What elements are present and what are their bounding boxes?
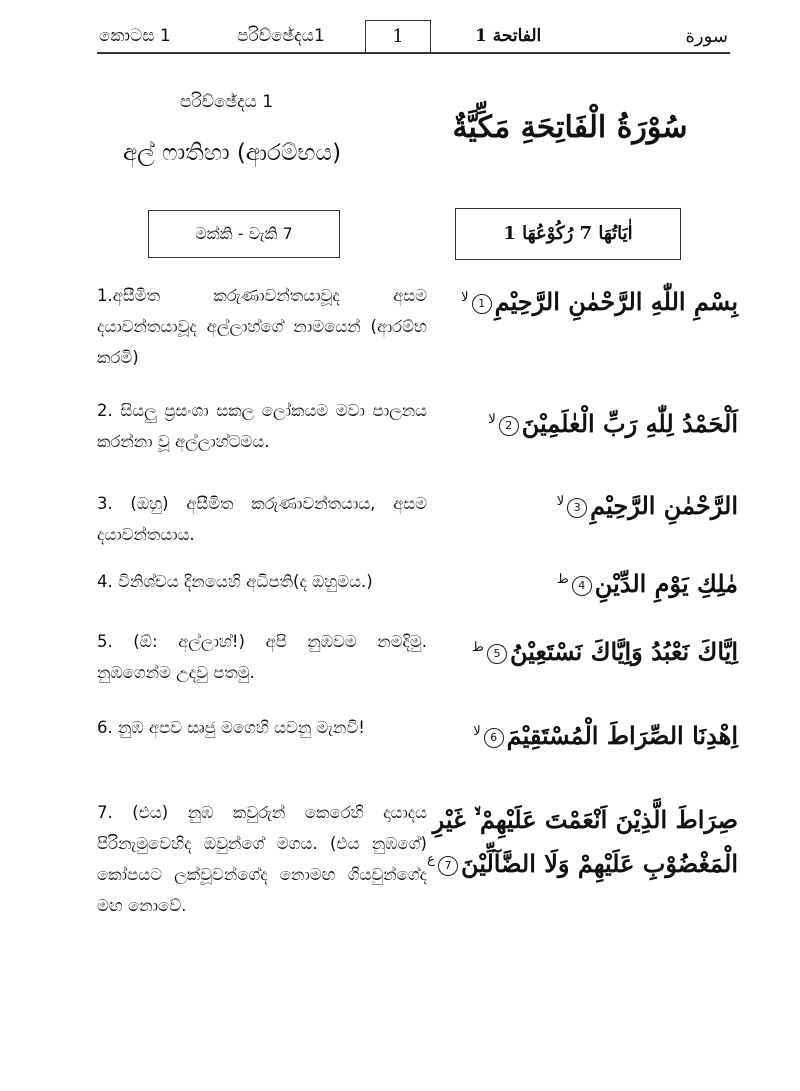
waqf-mark: لا xyxy=(473,724,481,739)
chapter-heading: පරිච්ඡේදය 1 xyxy=(180,92,274,112)
verse-4-translation: 4. විනිශ්චය දිනයෙහි අධිපති(ද ඔහුමය.) xyxy=(97,572,373,591)
verse-3-arabic xyxy=(557,482,738,526)
waqf-mark: ط xyxy=(471,640,484,655)
waqf-mark: ع xyxy=(427,852,435,867)
verse-4-arabic-text: مٰلِكِ يَوْمِ الدِّيْنِ xyxy=(594,569,738,598)
page-header xyxy=(97,20,730,54)
waqf-mark: لا xyxy=(461,290,469,305)
surah-title-arabic: سُوْرَةُ الْفَاتِحَةِ مَكِّيَّةٌ xyxy=(452,110,688,145)
part-label: කොටස 1 xyxy=(99,26,171,46)
verse-5-translation: 5. (ඕ: අල්ලාහ්!) අපි නුඹවම නමදිමු. නුඹගෙන්ම උදවු පතමු. xyxy=(97,632,427,682)
verse-number-marker: 1 xyxy=(472,294,492,314)
verse-7-arabic-text: صِرَاطَ الَّذِيْنَ اَنْعَمْتَ عَلَيْهِمْ ۙ۬ غَيْرِ الْمَغْضُوْبِ عَلَيْهِمْ وَلَا الضَّآلِّيْنَ xyxy=(432,805,738,878)
verse-1-translation: 1.අසීමිත කරුණාවන්තයාවූද අසම දයාවන්තයාවූද අල්ලාහ්ගේ නාමයෙන් (ආරම්භ කරමි) xyxy=(97,286,427,367)
surah-info-arabic: اٰيَاتُهَا 7 رُكُوْعُهَا 1 xyxy=(455,208,681,260)
verse-6-translation: 6. නුඹ අපව සෘජු මගෙහි යවනු මැනවි! xyxy=(97,718,365,737)
verse-1-arabic xyxy=(461,278,738,322)
verse-6-arabic-text: اِهْدِنَا الصِّرَاطَ الْمُسْتَقِيْمَ xyxy=(506,721,738,750)
waqf-mark: لا xyxy=(488,412,496,427)
verse-7-arabic xyxy=(408,800,738,884)
verse-number-marker: 3 xyxy=(567,498,587,518)
verse-6-arabic xyxy=(473,712,738,756)
verse-2-arabic xyxy=(488,400,738,444)
surah-title-sinhala: අල් ෆාතිහා (ආරම්භය) xyxy=(123,140,342,166)
verse-4-arabic xyxy=(557,560,738,604)
surah-name-arabic: الفاتحة 1 xyxy=(475,26,542,46)
verse-number-marker: 7 xyxy=(438,856,458,876)
verse-5-arabic xyxy=(472,628,738,672)
verse-number-marker: 5 xyxy=(487,644,507,664)
verse-1-arabic-text: بِسْمِ اللّٰهِ الرَّحْمٰنِ الرَّحِيْمِ xyxy=(494,287,738,316)
verse-2-arabic-text: اَلْحَمْدُ لِلّٰهِ رَبِّ الْعٰلَمِيْنَ xyxy=(521,409,738,438)
page-number-box: 1 xyxy=(365,20,431,52)
waqf-mark: ط xyxy=(556,572,569,587)
verse-number-marker: 4 xyxy=(572,576,592,596)
waqf-mark: لا xyxy=(556,494,565,509)
surah-label-arabic: سورة xyxy=(685,26,728,47)
verse-7-translation: 7. (එය) නුඹ කවුරුන් කෙරෙහි දායාදය පිරිනැමුවෙහිද ඔවුන්ගේ මගය. (එය නුඹගේ) කෝපයට ලක්වූවන්ගේද නොමඟ ගියවුන්ගේද මඟ නොවේ. xyxy=(97,803,427,915)
verse-number-marker: 2 xyxy=(499,416,519,436)
verse-3-translation: 3. (ඔහු) අසීමිත කරුණාවන්තයාය, අසම දයාවන්තයාය. xyxy=(97,494,427,544)
verse-5-arabic-text: اِيَّاكَ نَعْبُدُ وَاِيَّاكَ نَسْتَعِيْنُ xyxy=(509,637,738,666)
verse-3-arabic-text: الرَّحْمٰنِ الرَّحِيْمِ xyxy=(590,491,738,520)
verse-number-marker: 6 xyxy=(484,728,504,748)
surah-info-sinhala: මක්කි - වැකි 7 xyxy=(148,210,340,258)
chapter-label: පරිච්ඡේදය1 xyxy=(237,26,325,46)
verse-2-translation: 2. සියලු ප්‍රසංශා සකල ලෝකයම මවා පාලනය කරන්නා වූ අල්ලාහ්ටමය. xyxy=(97,401,427,451)
